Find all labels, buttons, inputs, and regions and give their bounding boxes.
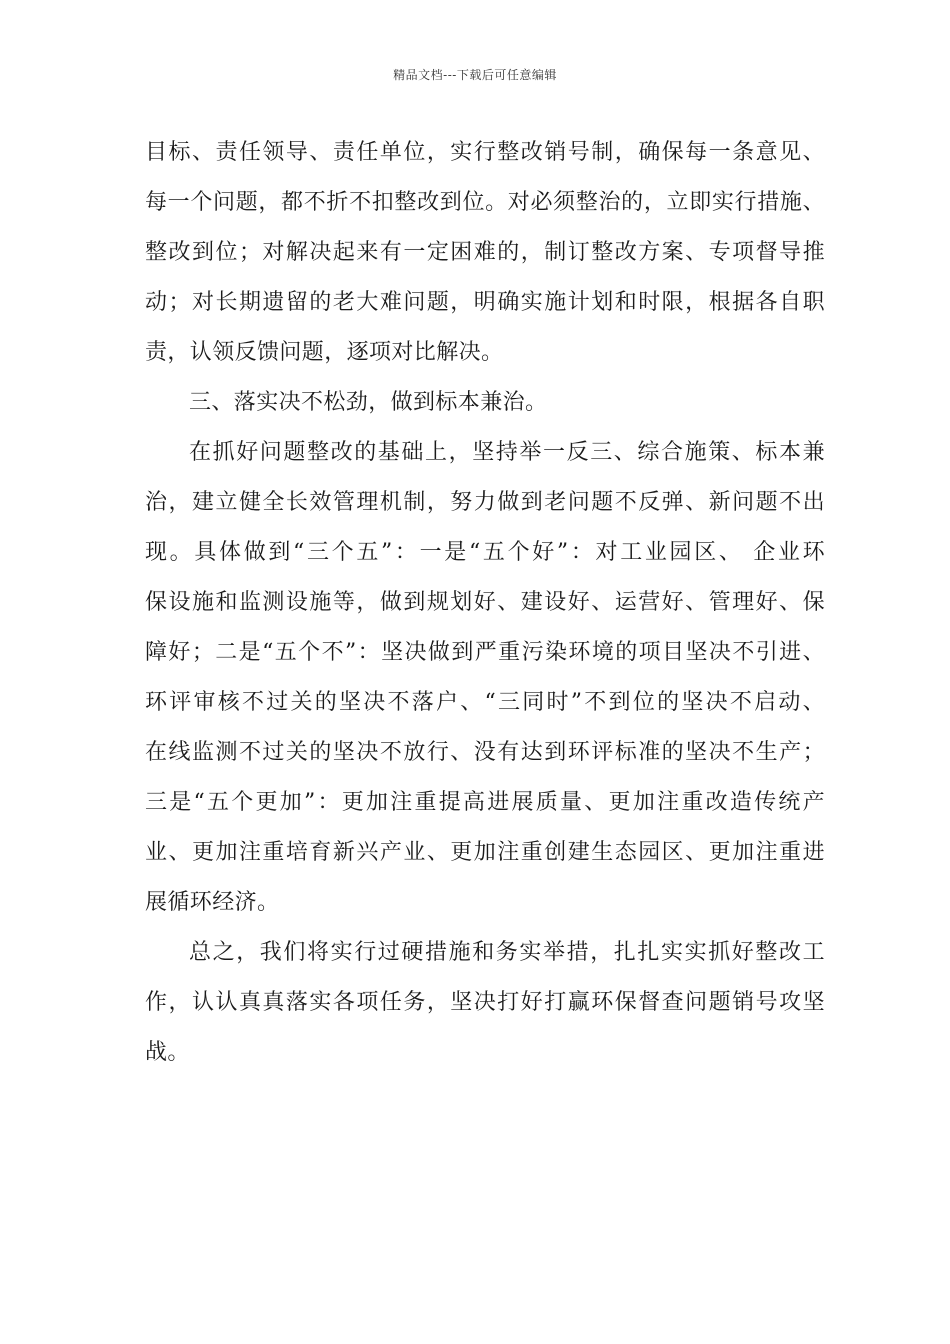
- text-line: 展循环经济。: [145, 890, 280, 915]
- text-line: 现。具体做到“三个五”：一是“五个好”：对工业园区、 企业环: [145, 540, 825, 565]
- text-line: 动；对长期遗留的老大难问题，明确实施计划和时限，根据各自职: [145, 290, 825, 315]
- text-line: 战。: [145, 1040, 190, 1065]
- text-line: 目标、责任领导、责任单位，实行整改销号制，确保每一条意见、: [145, 140, 825, 165]
- text-line: 每一个问题，都不折不扣整改到位。对必须整治的，立即实行措施、: [145, 190, 825, 215]
- text-line: 治，建立健全长效管理机制，努力做到老问题不反弹、新问题不出: [145, 490, 825, 515]
- page-header: 精品文档---下载后可任意编辑: [393, 68, 557, 82]
- text-line: 整改到位；对解决起来有一定困难的，制订整改方案、专项督导推: [145, 240, 825, 265]
- text-line: 作，认认真真落实各项任务，坚决打好打赢环保督查问题销号攻坚: [145, 990, 825, 1015]
- document-body: [145, 128, 825, 1078]
- text-line: 责，认领反馈问题，逐项对比解决。: [145, 340, 504, 365]
- text-line: 总之，我们将实行过硬措施和务实举措，扎扎实实抓好整改工: [189, 940, 825, 965]
- text-line: 在抓好问题整改的基础上，坚持举一反三、综合施策、标本兼: [189, 440, 825, 465]
- text-line: 三、落实决不松劲，做到标本兼治。: [189, 390, 548, 415]
- text-line: 保设施和监测设施等，做到规划好、建设好、运营好、管理好、保: [145, 590, 825, 615]
- text-line: 业、更加注重培育新兴产业、更加注重创建生态园区、更加注重进: [145, 840, 825, 865]
- text-line: 环评审核不过关的坚决不落户、“三同时”不到位的坚决不启动、: [145, 690, 825, 715]
- text-line: 障好；二是“五个不”：坚决做到严重污染环境的项目坚决不引进、: [145, 640, 825, 665]
- text-line: 三是“五个更加”：更加注重提高进展质量、更加注重改造传统产: [145, 790, 825, 815]
- text-line: 在线监测不过关的坚决不放行、没有达到环评标准的坚决不生产；: [145, 740, 825, 765]
